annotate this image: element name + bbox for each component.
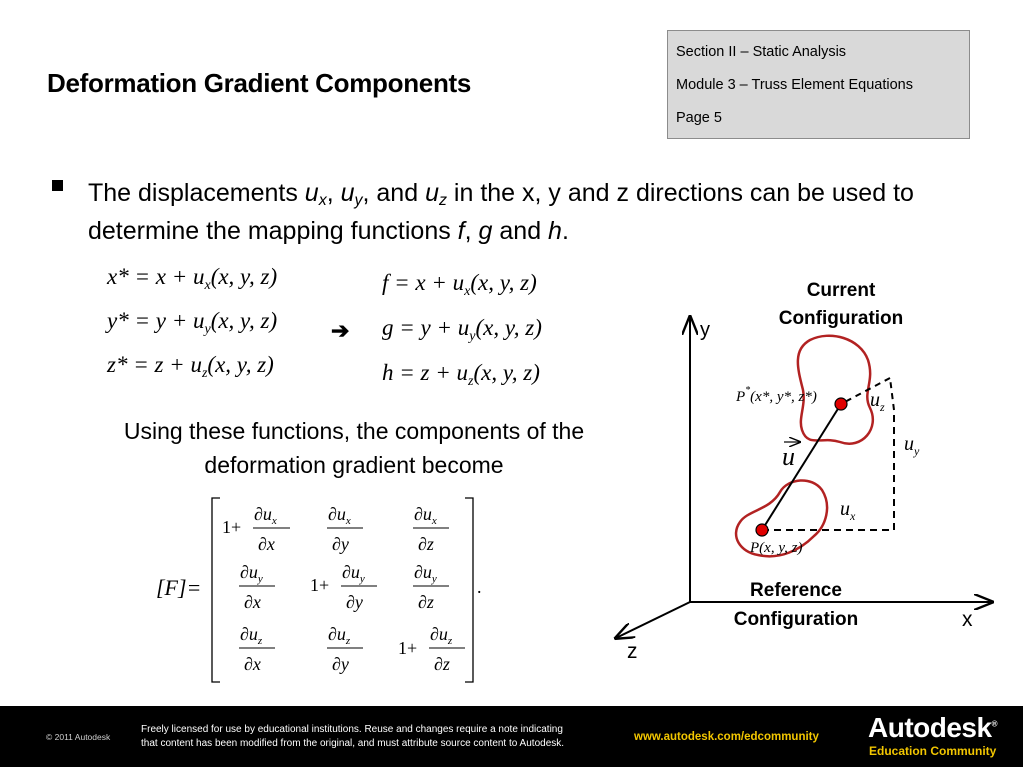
svg-text:∂z: ∂z	[418, 592, 434, 612]
configuration-diagram	[600, 270, 1010, 670]
slide-title: Deformation Gradient Components	[47, 68, 472, 98]
p-star-label: P*(x*, y*, z*)	[736, 385, 817, 405]
svg-text:1+: 1+	[398, 638, 418, 658]
autodesk-logo: Autodesk®	[868, 712, 997, 743]
matrix-end-period: .	[477, 577, 482, 597]
reference-label-1: Reference	[750, 580, 842, 601]
footer-bar	[0, 706, 1023, 767]
y-axis-label: y	[700, 319, 710, 341]
equation-x-star: $x* = x + u_x(x$, y, z)	[107, 264, 278, 293]
svg-text:∂y: ∂y	[332, 534, 349, 554]
uz-dashed-line-a	[890, 378, 894, 410]
svg-text:∂uz: $\partial u_z$	[240, 624, 263, 647]
deformation-gradient-matrix	[150, 490, 500, 690]
uz-label: $u_z$	[870, 389, 885, 414]
matrix-cell-21	[239, 562, 275, 612]
svg-text:∂z: ∂z	[418, 534, 434, 554]
current-label-1: Current	[806, 280, 876, 301]
matrix-lhs: [F]=	[156, 575, 202, 600]
svg-text:∂x: ∂x	[244, 592, 261, 612]
svg-text:∂ux: $\partial u_x$	[414, 504, 437, 527]
current-label-2: Configuration	[778, 308, 904, 329]
matrix-cell-13	[413, 504, 449, 554]
matrix-cell-11	[222, 504, 290, 554]
svg-text:∂y: ∂y	[332, 654, 349, 674]
z-axis-label: z	[627, 640, 638, 663]
svg-text:∂x: ∂x	[244, 654, 261, 674]
svg-text:∂uz: $\partial u_z$	[328, 624, 351, 647]
svg-text:∂uy: $\partial u_y$	[414, 562, 437, 585]
ux-label: $u_x$	[840, 498, 856, 523]
implies-arrow-icon: ➔	[331, 318, 350, 343]
matrix-cell-12	[327, 504, 363, 554]
svg-text:1+: 1+	[310, 575, 330, 595]
point-p-star	[835, 398, 847, 410]
svg-text:1+: 1+	[222, 517, 242, 537]
svg-text:∂ux: $\partial u_x$	[328, 504, 351, 527]
equation-h: $h = z + u_z(x$, y, z)	[382, 360, 540, 389]
svg-text:∂ux: $\partial u_x$	[254, 504, 277, 527]
matrix-cell-22	[310, 562, 377, 612]
equation-g: $g = y + u_y(x$, y, z)	[382, 315, 542, 344]
equation-f: $f = x + u_x(x$, y, z)	[382, 270, 537, 299]
equation-z-star: $z* = z + u_z(x$, y, z)	[107, 352, 274, 381]
point-p	[756, 524, 768, 536]
matrix-cell-31	[239, 624, 275, 674]
svg-text:∂x: ∂x	[258, 534, 275, 554]
uy-label: $u_y$	[904, 433, 920, 458]
module-line: Module 3 – Truss Element Equations	[676, 77, 913, 93]
svg-text:∂uy: $\partial u_y$	[342, 562, 365, 585]
matrix-cell-32	[327, 624, 363, 674]
svg-text:∂y: ∂y	[346, 592, 363, 612]
license-line-1: Freely licensed for use by educational institutions. Reuse and changes require a note indicating	[141, 724, 563, 735]
license-text	[141, 723, 621, 751]
x-axis-label: x	[962, 608, 973, 631]
u-vector-label: u	[782, 442, 795, 471]
reference-label-2: Configuration	[733, 609, 859, 630]
using-functions-text: Using these functions, the components of the deformation gradient become	[123, 418, 585, 478]
education-community-label: Education Community	[869, 744, 997, 758]
bullet-text: The displacements $u_x$, $u_y$, and $u_z$ in the x, y and z directions can be used to determine the mapping functions f, g and h.	[88, 179, 914, 245]
bullet-square-icon	[52, 180, 63, 191]
p-label: P(x, y, z)	[750, 540, 803, 556]
svg-text:∂uz: $\partial u_z$	[430, 624, 453, 647]
matrix-cell-33	[398, 624, 465, 674]
matrix-cell-23	[413, 562, 449, 612]
section-info-box	[667, 30, 970, 139]
copyright-text: © 2011 Autodesk	[46, 732, 111, 742]
license-line-2: that content has been modified from the original, and must attribute source content to Autodesk.	[141, 738, 565, 749]
equation-y-star: $y* = y + u_y(x$, y, z)	[107, 308, 278, 337]
edcommunity-link[interactable]: www.autodesk.com/edcommunity	[634, 731, 819, 743]
z-axis	[616, 602, 690, 638]
section-line: Section II – Static Analysis	[676, 44, 847, 60]
page-line: Page 5	[676, 110, 722, 126]
svg-text:∂uy: $\partial u_y$	[240, 562, 263, 585]
svg-text:∂z: ∂z	[434, 654, 450, 674]
